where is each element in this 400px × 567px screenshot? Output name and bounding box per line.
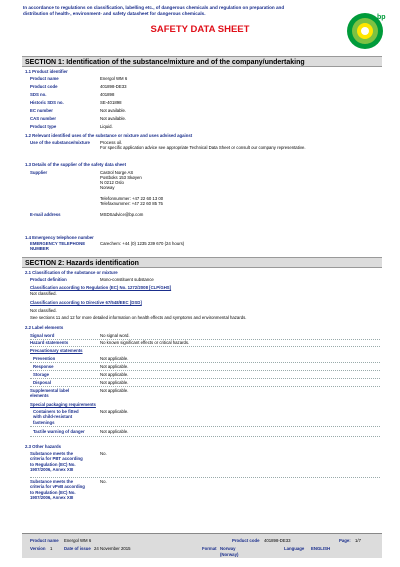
footer-format-value-2: (Norway) — [220, 552, 239, 557]
tactile-label: Tactile warning of danger — [33, 429, 85, 434]
footer-page-value: 1/7 — [355, 538, 361, 543]
row-divider — [30, 477, 380, 478]
disposal-label: Disposal — [33, 380, 51, 385]
section2-header: SECTION 2: Hazards identification — [22, 257, 382, 268]
supplier-phone: Telefonnummer: +47 22 60 13 00 — [100, 196, 164, 201]
historic-sds-value: SE-401898 — [100, 100, 122, 105]
supplemental-value: Not applicable. — [100, 388, 129, 393]
supplier-line: N 0212 Oslo — [100, 180, 124, 185]
emergency-label: EMERGENCY TELEPHONE NUMBER — [30, 241, 86, 252]
ec-number-label: EC number — [30, 108, 53, 113]
product-code-label: Product code — [30, 84, 58, 89]
response-label: Response — [33, 364, 54, 369]
classification-heading: 2.1 Classification of the substance or mixture — [25, 270, 118, 275]
footer-date-label: Date of issue — [64, 546, 91, 551]
footer-product-name-label: Product name — [30, 538, 59, 543]
prevention-label: Prevention — [33, 356, 56, 361]
supplier-fax: Telefaxnummer: +47 22 60 85 75 — [100, 201, 163, 206]
supplier-heading: 1.3 Details of the supplier of the safety data sheet — [25, 162, 127, 167]
supplier-line: Norway — [100, 185, 115, 190]
product-definition-label: Product definition — [30, 277, 67, 282]
footer-language-label: Language — [284, 546, 305, 551]
supplier-line: Postboks 153 Skøyen — [100, 175, 142, 180]
product-type-label: Product type — [30, 124, 57, 129]
supplier-line: Castrol Norge AS — [100, 170, 134, 175]
page-footer — [22, 533, 382, 558]
footer-version-label: Version — [30, 546, 46, 551]
hazard-statements-label: Hazard statements — [30, 340, 69, 345]
uses-label: Use of the substance/mixture — [30, 140, 90, 145]
ec-number-value: Not available. — [100, 108, 127, 113]
prevention-value: Not applicable. — [100, 356, 129, 361]
label-elements-heading: 2.2 Label elements — [25, 325, 64, 330]
footer-date-value: 24 November 2015 — [94, 546, 131, 551]
signal-word-label: Signal word — [30, 333, 55, 338]
row-divider — [30, 370, 380, 371]
footer-language-value: ENGLISH — [311, 546, 331, 551]
footer-product-code-label: Product code — [232, 538, 260, 543]
row-divider — [30, 362, 380, 363]
row-divider — [30, 378, 380, 379]
row-divider — [30, 436, 380, 437]
email-value[interactable]: MSDSadvice@bp.com — [100, 212, 144, 217]
disposal-value: Not applicable. — [100, 380, 129, 385]
footer-format-value: Norway — [220, 546, 236, 551]
row-divider — [30, 426, 380, 427]
sds-no-value: 401898 — [100, 92, 115, 97]
supplemental-label: Supplemental label elements — [30, 388, 70, 399]
vpvb-value: No. — [100, 479, 107, 484]
dsd-classification-value: Not classified. — [30, 308, 57, 313]
pbt-value: No. — [100, 451, 107, 456]
vpvb-label: Substance meets the criteria for vPvB according to Regulation (EC) No. 1907/2006, Annex XIII — [30, 479, 85, 500]
containers-value: Not applicable. — [100, 409, 129, 414]
pbt-label: Substance meets the criteria for PBT according to Regulation (EC) No. 1907/2006, Annex XIII — [30, 451, 83, 472]
clp-classification-heading: Classification according to Regulation (EC) No. 1272/2008 [CLP/GHS] — [30, 285, 172, 290]
row-divider — [30, 339, 380, 340]
product-name-label: Product name — [30, 76, 59, 81]
logo-wordmark: bp — [377, 14, 386, 21]
emergency-value: Carechem: +44 (0) 1235 239 670 (24 hours) — [100, 241, 185, 246]
tactile-value: Not applicable. — [100, 429, 129, 434]
clp-classification-value: Not classified. — [30, 291, 57, 296]
cas-number-label: CAS number — [30, 116, 57, 121]
special-packaging-heading: Special packaging requirements — [30, 402, 96, 407]
historic-sds-label: Historic SDS no. — [30, 100, 64, 105]
document-title: SAFETY DATA SHEET — [150, 24, 250, 35]
footer-product-code-value: 401898-DE33 — [264, 538, 291, 543]
storage-value: Not applicable. — [100, 372, 129, 377]
product-code-value: 401898-DE33 — [100, 84, 127, 89]
response-value: Not applicable. — [100, 364, 129, 369]
product-type-value: Liquid. — [100, 124, 113, 129]
dsd-classification-heading: Classification according to Directive 67/548/EEC [DSD] — [30, 300, 142, 305]
storage-label: Storage — [33, 372, 49, 377]
bp-helios-logo-icon — [343, 9, 387, 53]
product-name-value: Energol WM 6 — [100, 76, 128, 81]
emergency-heading: 1.4 Emergency telephone number — [25, 235, 94, 240]
relevant-uses-heading: 1.2 Relevant identified uses of the substance or mixture and uses advised against — [25, 133, 193, 138]
uses-value-1: Process oil. — [100, 140, 123, 145]
supplier-label: Supplier — [30, 170, 48, 175]
row-divider — [30, 346, 380, 347]
other-hazards-heading: 2.3 Other hazards — [25, 444, 62, 449]
footer-product-name-value: Energol WM 6 — [64, 538, 92, 543]
uses-value-2: For specific application advice see appropriate Technical Data Sheet or consult our company representative. — [100, 145, 306, 150]
hazard-statements-value: No known significant effects or critical hazards. — [100, 340, 190, 345]
footer-version-value: 1 — [50, 546, 53, 551]
precautionary-statements-heading: Precautionary statements — [30, 348, 83, 353]
regulation-intro: In accordance to regulations on classification, labelling etc., of dangerous chemicals and regulation on preparation and distribution of health-, environment- and safety datasheet for dangerous chemicals. — [23, 5, 285, 16]
row-divider — [30, 386, 380, 387]
signal-word-value: No signal word. — [100, 333, 130, 338]
product-identifier-heading: 1.1 Product identifier — [25, 69, 68, 74]
section1-header: SECTION 1: Identification of the substance/mixture and of the company/undertaking — [22, 56, 382, 67]
footer-page-label: Page: — [339, 538, 351, 543]
product-definition-value: Mono-constituent substance — [100, 277, 154, 282]
email-label: E-mail address — [30, 212, 61, 217]
footer-format-label: Format — [202, 546, 217, 551]
sds-no-label: SDS no. — [30, 92, 47, 97]
containers-label: Containers to be fitted with child-resistant fastenings — [33, 409, 79, 425]
cas-number-value: Not available. — [100, 116, 127, 121]
see-sections-note: See sections 11 and 12 for more detailed information on health effects and symptoms and environmental hazards. — [30, 315, 247, 320]
